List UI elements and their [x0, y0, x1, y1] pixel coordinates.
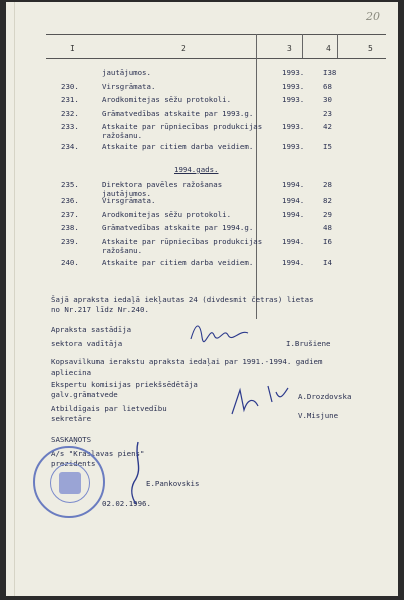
row-description: Atskaite par rūpniecības produkcijas ražošanu. [102, 122, 263, 140]
row-sheet-count: 48 [323, 223, 332, 232]
compiled-by-position: sektora vadītāja [51, 339, 123, 348]
row-number: 233. [61, 122, 79, 131]
total-statement: apliecina [51, 368, 92, 377]
row-description: Atskaite par rūpniecības produkcijas ražošanu. [102, 237, 263, 255]
row-year: 1994. [282, 196, 305, 205]
row-sheet-count: 42 [323, 122, 332, 131]
table-header-bottom-line [46, 58, 386, 59]
column-number: I [70, 44, 75, 53]
row-description: Atskaite par citiem darba veidiem. [102, 258, 254, 267]
row-year: 1994. [282, 210, 305, 219]
row-sheet-count: 23 [323, 109, 332, 118]
row-sheet-count: 29 [323, 210, 332, 219]
row-sheet-count: I6 [323, 237, 332, 246]
row-description: Grāmatvedības atskaite par 1994.g. [102, 223, 254, 232]
table-header-top-line [46, 34, 386, 35]
document-page [6, 2, 398, 596]
row-number: 240. [61, 258, 79, 267]
row-number: 234. [61, 142, 79, 151]
row-year: 1994. [282, 237, 305, 246]
row-sheet-count: 28 [323, 180, 332, 189]
total-statement: Kopsavilkuma ierakstu apraksta iedaļai par 1991.-1994. gadiem [51, 357, 323, 366]
row-description: jautājumos. [102, 68, 151, 77]
row-number: 238. [61, 223, 79, 232]
row-sheet-count: I5 [323, 142, 332, 151]
row-number: 232. [61, 109, 79, 118]
row-description: Virsgrāmata. [102, 82, 156, 91]
responsible-name: V.Misjune [298, 411, 339, 420]
row-year: 1993. [282, 68, 305, 77]
president-name: E.Pankovskis [146, 479, 200, 488]
company-name: A/s "Krāslavas piens" [51, 449, 145, 458]
expert-signature [228, 380, 298, 420]
row-description: Direktora pavēles ražošanas jautājumos. [102, 180, 223, 198]
responsible-label: Atbildīgais par lietvedību [51, 404, 167, 413]
summary-line: Šajā apraksta iedaļā iekļautas 24 (divdesmit četras) lietas [51, 295, 314, 304]
year-section-heading: 1994.gads. [174, 165, 219, 174]
row-description: Grāmatvedības atskaite par 1993.g. [102, 109, 254, 118]
row-number: 235. [61, 180, 79, 189]
row-number: 230. [61, 82, 79, 91]
row-description: Arodkomitejas sēžu protokoli. [102, 210, 232, 219]
row-sheet-count: 30 [323, 95, 332, 104]
company-seal [33, 446, 105, 518]
president-label: prezidents [51, 459, 96, 468]
compiled-by-label: Apraksta sastādīja [51, 325, 132, 334]
agreed-heading: SASKAŅOTS [51, 435, 92, 444]
president-signature [124, 438, 154, 508]
column-divider [337, 34, 338, 58]
row-year: 1993. [282, 122, 305, 131]
column-number: 4 [326, 44, 331, 53]
row-sheet-count: I38 [323, 68, 337, 77]
compiled-by-name: I.Brušiene [286, 339, 331, 348]
compiler-signature [186, 317, 256, 347]
column-number: 3 [287, 44, 292, 53]
row-number: 231. [61, 95, 79, 104]
expert-commission-label: Ekspertu komisijas priekšsēdētāja [51, 380, 198, 389]
row-sheet-count: 68 [323, 82, 332, 91]
row-number: 239. [61, 237, 79, 246]
row-year: 1993. [282, 82, 305, 91]
row-description: Virsgrāmata. [102, 196, 156, 205]
row-year: 1994. [282, 258, 305, 267]
summary-line: no Nr.217 līdz Nr.240. [51, 305, 149, 314]
expert-commission-position: galv.grāmatvede [51, 390, 118, 399]
column-number: 2 [181, 44, 186, 53]
row-year: 1993. [282, 95, 305, 104]
column-number: 5 [368, 44, 373, 53]
row-number: 236. [61, 196, 79, 205]
page-number: 20 [366, 10, 380, 23]
column-divider [302, 34, 303, 58]
responsible-position: sekretāre [51, 414, 92, 423]
row-sheet-count: I4 [323, 258, 332, 267]
row-number: 237. [61, 210, 79, 219]
document-date: 02.02.1996. [102, 499, 151, 508]
row-year: 1994. [282, 180, 305, 189]
row-description: Atskaite par citiem darba veidiem. [102, 142, 254, 151]
row-year: 1993. [282, 142, 305, 151]
row-sheet-count: 82 [323, 196, 332, 205]
row-description: Arodkomitejas sēžu protokoli. [102, 95, 232, 104]
expert-commission-name: A.Drozdovska [298, 392, 352, 401]
